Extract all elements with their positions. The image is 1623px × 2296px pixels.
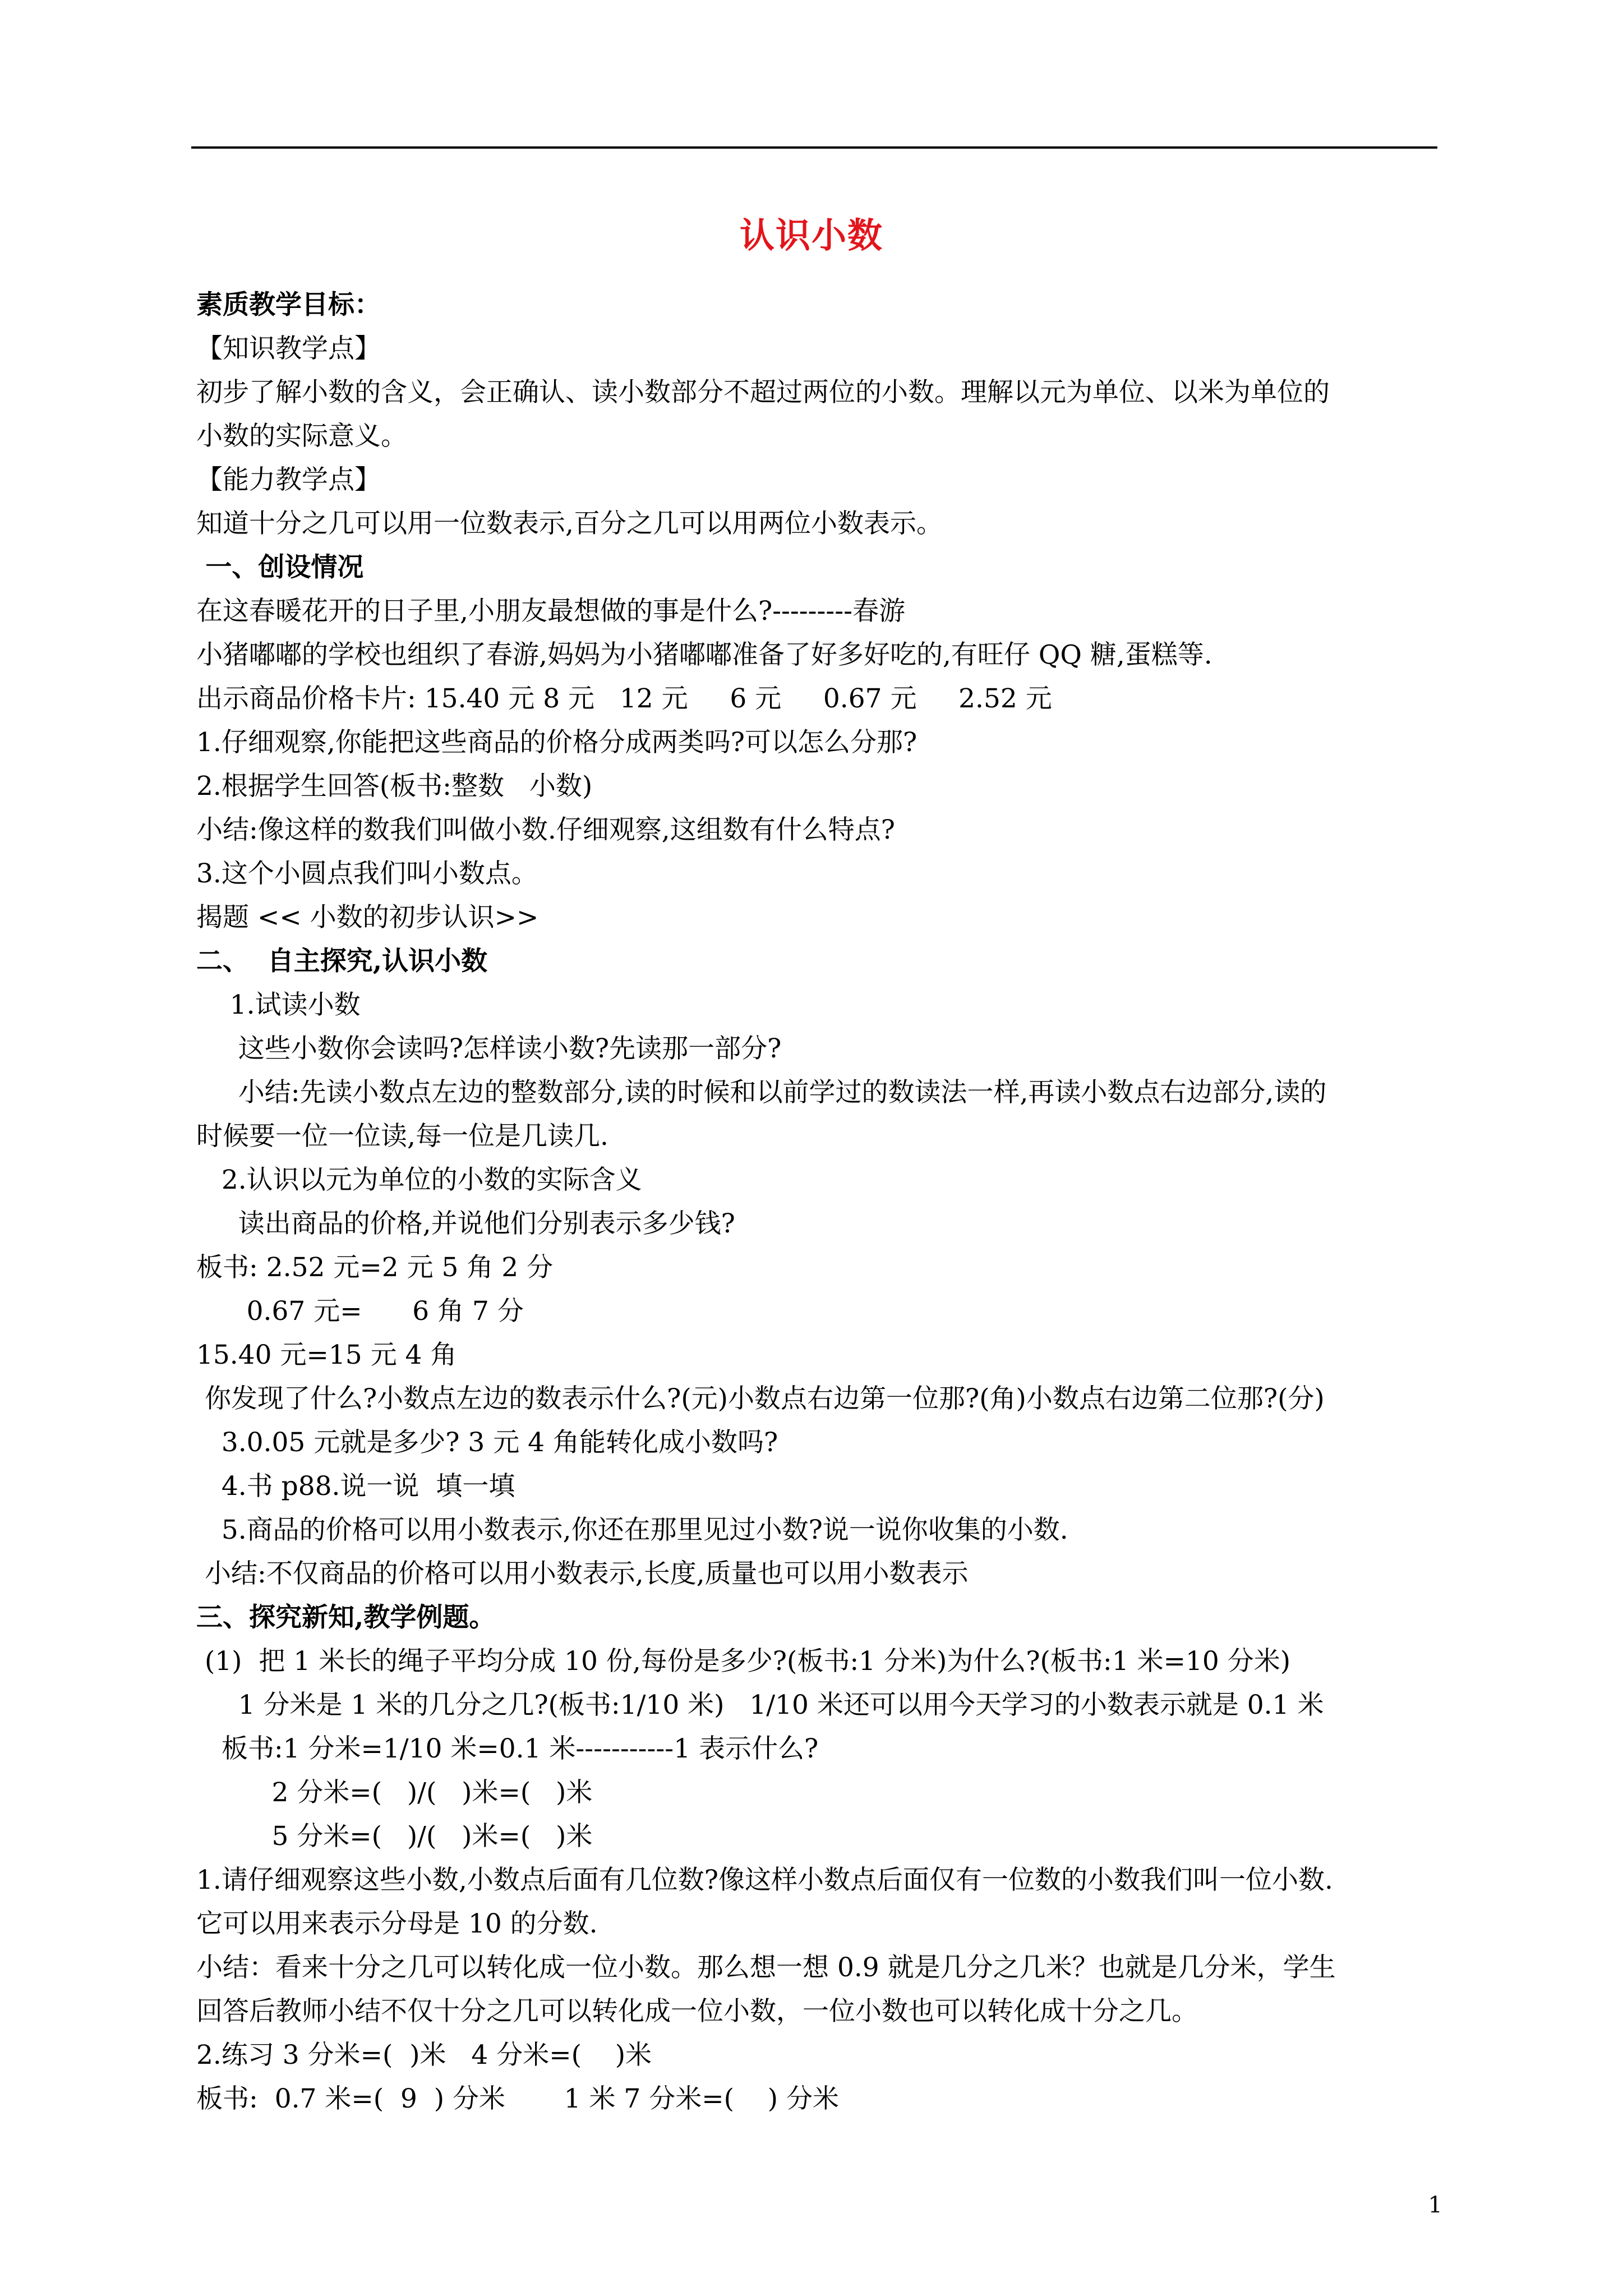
text-line: 板书:1 分米=1/10 米=0.1 米-----------1 表示什么? bbox=[196, 1733, 819, 1764]
text-line: 2.练习 3 分米=( )米 4 分米=( )米 bbox=[196, 2040, 652, 2070]
text-line: 【能力教学点】 bbox=[196, 464, 381, 495]
text-line: 这些小数你会读吗?怎样读小数?先读那一部分? bbox=[196, 1033, 782, 1064]
text-line: 2.根据学生回答(板书:整数 小数) bbox=[196, 771, 593, 802]
text-line: 你发现了什么?小数点左边的数表示什么?(元)小数点右边第一位那?(角)小数点右边第二位那?(分) bbox=[196, 1383, 1325, 1414]
text-line: 【知识教学点】 bbox=[196, 333, 381, 364]
document-title: 认识小数 bbox=[739, 215, 883, 256]
text-line: 1.试读小数 bbox=[196, 990, 361, 1020]
text-line: 小结:像这样的数我们叫做小数.仔细观察,这组数有什么特点? bbox=[196, 815, 895, 845]
text-line: 15.40 元=15 元 4 角 bbox=[196, 1340, 457, 1370]
text-line: 2 分米=( )/( )米=( )米 bbox=[196, 1777, 593, 1808]
text-line: 小数的实际意义。 bbox=[196, 421, 407, 452]
text-line: 4.书 p88.说一说 填一填 bbox=[196, 1471, 515, 1502]
text-line: 3.0.05 元就是多少? 3 元 4 角能转化成小数吗? bbox=[196, 1427, 778, 1458]
text-line: 知道十分之几可以用一位数表示,百分之几可以用两位小数表示。 bbox=[196, 508, 943, 539]
text-line: 小结:先读小数点左边的整数部分,读的时候和以前学过的数读法一样,再读小数点右边部分,读的 bbox=[196, 1077, 1327, 1108]
text-line: 1.仔细观察,你能把这些商品的价格分成两类吗?可以怎么分那? bbox=[196, 727, 917, 758]
text-line: 读出商品的价格,并说他们分别表示多少钱? bbox=[196, 1208, 735, 1239]
text-line: 出示商品价格卡片: 15.40 元 8 元 12 元 6 元 0.67 元 2.52 元 bbox=[196, 683, 1052, 714]
text-line: 小结：看来十分之几可以转化成一位小数。那么想一想 0.9 就是几分之几米？也就是几分米，学生 bbox=[196, 1952, 1336, 1983]
text-line: 在这春暖花开的日子里,小朋友最想做的事是什么?---------春游 bbox=[196, 596, 906, 627]
text-line: 板书: 0.7 米=( 9 ) 分米 1 米 7 分米=( ) 分米 bbox=[196, 2083, 840, 2114]
text-line: 1.请仔细观察这些小数,小数点后面有几位数?像这样小数点后面仅有一位数的小数我们叫一位小数. bbox=[196, 1865, 1333, 1895]
text-line: 初步了解小数的含义，会正确认、读小数部分不超过两位的小数。理解以元为单位、以米为单位的 bbox=[196, 377, 1330, 408]
text-line: 3.这个小圆点我们叫小数点。 bbox=[196, 858, 538, 889]
text-line: 5.商品的价格可以用小数表示,你还在那里见过小数?说一说你收集的小数. bbox=[196, 1515, 1068, 1545]
text-line: 它可以用来表示分母是 10 的分数. bbox=[196, 1908, 598, 1939]
text-line: 2.认识以元为单位的小数的实际含义 bbox=[196, 1165, 642, 1195]
text-line: 小结:不仅商品的价格可以用小数表示,长度,质量也可以用小数表示 bbox=[196, 1558, 969, 1589]
section-heading: 二、 自主探究,认识小数 bbox=[196, 946, 488, 977]
section-heading: 三、探究新知,教学例题。 bbox=[196, 1602, 496, 1633]
section-heading: 一、创设情况 bbox=[196, 552, 364, 583]
header-rule bbox=[191, 146, 1437, 149]
text-line: 揭题 << 小数的初步认识>> bbox=[196, 902, 539, 933]
text-line: 时候要一位一位读,每一位是几读几. bbox=[196, 1121, 608, 1152]
document-body bbox=[196, 283, 1442, 2121]
text-line: 5 分米=( )/( )米=( )米 bbox=[196, 1821, 593, 1852]
text-line: (1) 把 1 米长的绳子平均分成 10 份,每份是多少?(板书:1 分米)为什么?(板书:1 米=10 分米) bbox=[196, 1646, 1291, 1677]
text-line: 0.67 元= 6 角 7 分 bbox=[196, 1296, 524, 1327]
text-line: 板书: 2.52 元=2 元 5 角 2 分 bbox=[196, 1252, 554, 1283]
text-line: 1 分米是 1 米的几分之几?(板书:1/10 米) 1/10 米还可以用今天学习的小数表示就是 0.1 米 bbox=[196, 1690, 1324, 1720]
page-number: 1 bbox=[1428, 2192, 1442, 2218]
text-line: 小猪嘟嘟的学校也组织了春游,妈妈为小猪嘟嘟准备了好多好吃的,有旺仔 QQ 糖,蛋糕等. bbox=[196, 639, 1212, 670]
text-line: 回答后教师小结不仅十分之几可以转化成一位小数，一位小数也可以转化成十分之几。 bbox=[196, 1996, 1198, 2027]
section-heading: 素质教学目标： bbox=[196, 289, 381, 320]
